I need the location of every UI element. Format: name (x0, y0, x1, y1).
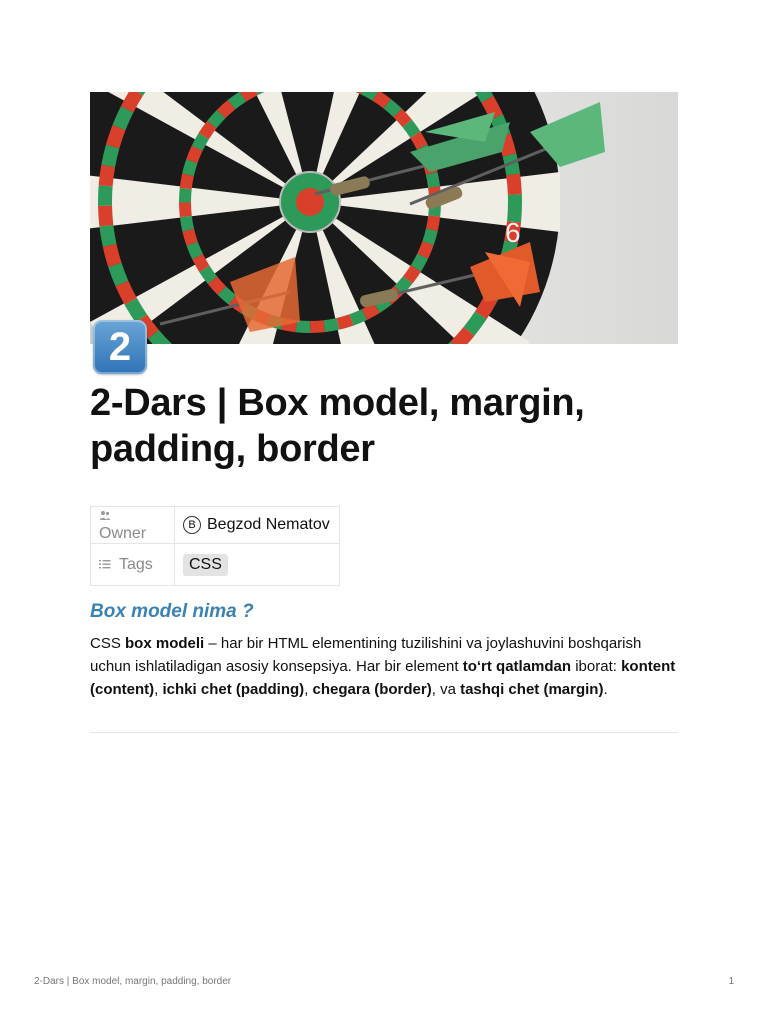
property-key-owner (91, 507, 175, 544)
property-row-tags (91, 544, 340, 586)
cover-image (90, 92, 678, 344)
page-title: 2-Dars | Box model, margin, padding, border (90, 382, 585, 470)
property-label: Tags (119, 555, 153, 573)
property-value-owner[interactable] (175, 507, 340, 544)
svg-text:6: 6 (505, 217, 521, 248)
people-icon (99, 509, 111, 521)
list-icon (99, 558, 111, 570)
dartboard-illustration (90, 92, 678, 344)
section-paragraph: CSS box modeli – har bir HTML elementining tuzilishini va joylashuvini boshqarish uchun ishlatiladigan asosiy konsepsiya. Har bir element to‘rt qatlamdan iborat: kontent (content), ichki chet (padding), chegara (border), va tashqi chet (margin). (90, 635, 676, 698)
tag-css[interactable]: CSS (183, 554, 228, 576)
page-number: 1 (728, 976, 734, 987)
property-key-tags (91, 544, 175, 586)
property-value-tags[interactable] (175, 544, 340, 586)
footer-title: 2-Dars | Box model, margin, padding, border (34, 976, 232, 987)
divider (90, 732, 678, 733)
keycap-digit-two-icon: 2 (93, 320, 147, 374)
owner-name[interactable]: Begzod Nematov (207, 516, 330, 533)
section-heading: Box model nima ? (90, 601, 254, 622)
avatar: B (183, 516, 201, 534)
properties-table (90, 506, 340, 586)
property-row-owner (91, 507, 340, 544)
property-label: Owner (99, 525, 147, 542)
